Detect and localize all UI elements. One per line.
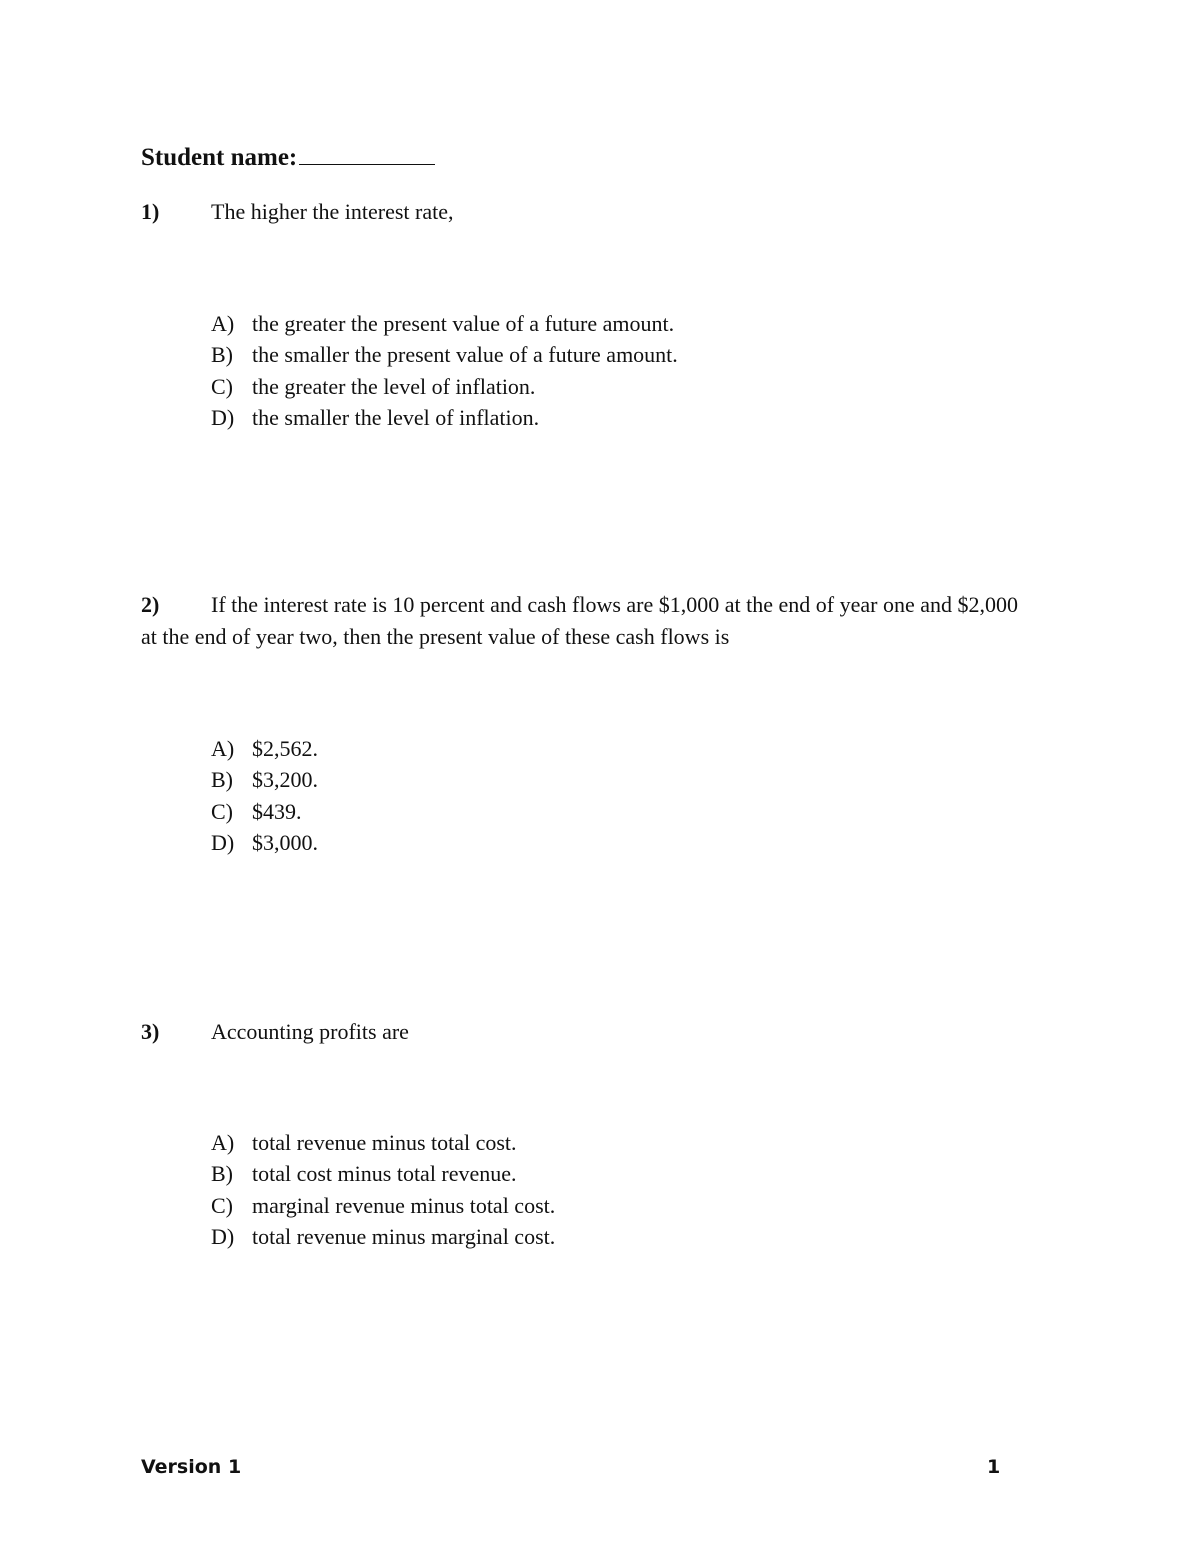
choice-a xyxy=(211,308,678,339)
choice-c xyxy=(211,1190,555,1221)
choice-letter: A) xyxy=(211,1130,235,1155)
choice-letter: C) xyxy=(211,373,233,399)
choice-text: $3,200. xyxy=(252,767,318,793)
choice-a xyxy=(211,1127,555,1158)
question-text: Accounting profits are xyxy=(211,1019,409,1044)
choice-b xyxy=(211,764,318,795)
choice-text: the smaller the level of inflation. xyxy=(252,404,540,430)
choice-text: the smaller the present value of a future amount. xyxy=(252,342,678,368)
choice-letter: C) xyxy=(211,1192,233,1218)
choice-d xyxy=(211,1221,555,1252)
choice-c xyxy=(211,371,678,402)
choice-d xyxy=(211,827,318,858)
choice-text: the greater the present value of a future amount. xyxy=(252,311,675,336)
choice-letter: B) xyxy=(211,1161,233,1187)
choice-d xyxy=(211,402,678,433)
choice-letter: A) xyxy=(211,311,235,336)
question-number: 3) xyxy=(141,1019,160,1044)
choice-letter: A) xyxy=(211,736,235,761)
choice-b xyxy=(211,1158,555,1189)
choice-text: the greater the level of inflation. xyxy=(252,373,536,399)
question-number: 2) xyxy=(141,592,160,617)
question-1-choices xyxy=(211,308,678,433)
question-2-choices xyxy=(211,733,318,858)
student-name-label: Student name: xyxy=(141,144,298,171)
choice-letter: B) xyxy=(211,342,233,368)
choice-text: marginal revenue minus total cost. xyxy=(252,1192,556,1218)
choice-c xyxy=(211,796,318,827)
question-text: If the interest rate is 10 percent and cash flows are $1,000 at the end of year one and $2,000 at the end of year two, then the present value of these cash flows is xyxy=(141,592,1018,649)
choice-letter: B) xyxy=(211,767,233,793)
choice-text: total cost minus total revenue. xyxy=(252,1161,517,1187)
question-number: 1) xyxy=(141,199,160,224)
choice-b xyxy=(211,339,678,370)
question-1 xyxy=(141,196,1021,228)
choice-text: total revenue minus marginal cost. xyxy=(252,1223,556,1249)
choice-letter: D) xyxy=(211,1223,235,1249)
choice-letter: D) xyxy=(211,404,235,430)
choice-text: $3,000. xyxy=(252,829,318,855)
question-3-choices xyxy=(211,1127,555,1252)
choice-letter: C) xyxy=(211,798,233,824)
choice-text: total revenue minus total cost. xyxy=(252,1130,517,1155)
question-text: The higher the interest rate, xyxy=(211,199,454,224)
footer-version: Version 1 xyxy=(141,1456,242,1478)
choice-letter: D) xyxy=(211,829,235,855)
question-3 xyxy=(141,1016,1021,1048)
question-2 xyxy=(141,589,1021,653)
choice-text: $2,562. xyxy=(252,736,318,761)
choice-text: $439. xyxy=(252,798,302,824)
footer-page-number: 1 xyxy=(987,1456,1001,1478)
student-name-line xyxy=(141,142,435,172)
choice-a xyxy=(211,733,318,764)
student-name-blank xyxy=(299,142,435,165)
